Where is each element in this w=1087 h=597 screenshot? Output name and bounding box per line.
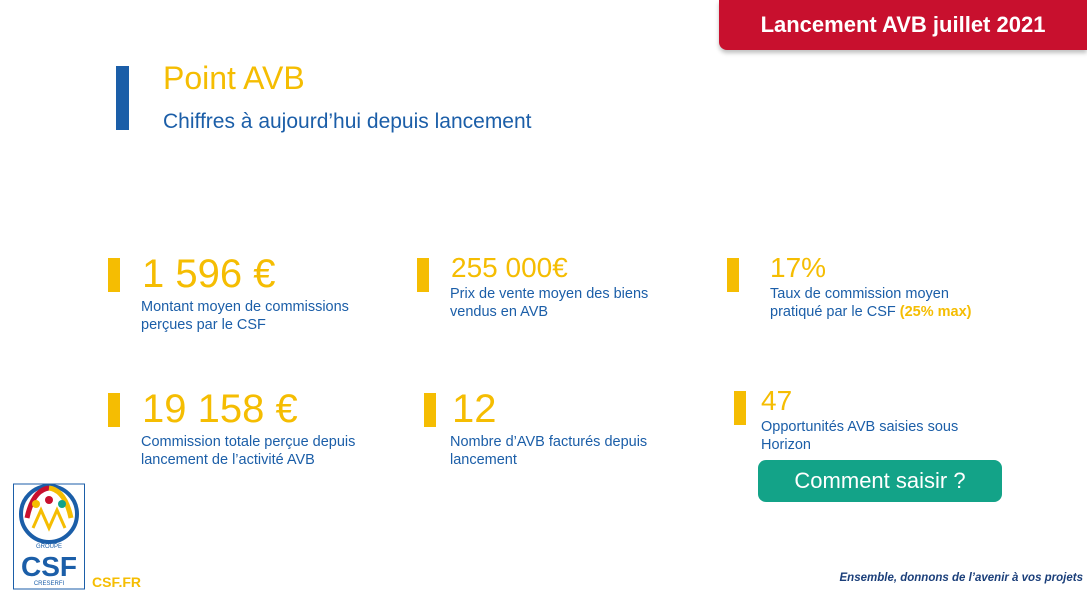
- page-subtitle: Chiffres à aujourd’hui depuis lancement: [163, 110, 532, 133]
- logo-bottom-text: CRESERFI: [33, 581, 65, 587]
- logo-top-text: GROUPE: [35, 544, 63, 550]
- stat-marker: [108, 258, 120, 292]
- title-accent-bar: [116, 66, 129, 130]
- page-title: Point AVB: [163, 60, 305, 96]
- stat-description: Opportunités AVB saisies sous Horizon: [761, 419, 959, 453]
- stat-description: Commission totale perçue depuis lancement de l’activité AVB: [141, 434, 356, 468]
- stat-value: 19 158 €: [142, 387, 298, 431]
- stat-value: 1 596 €: [142, 252, 276, 296]
- stat-value: 17%: [770, 252, 827, 283]
- launch-banner: [719, 0, 1087, 50]
- stat-description: Montant moyen de commissions perçues par le CSF: [141, 299, 349, 333]
- stat-description: [770, 285, 1000, 321]
- banner-text: Lancement AVB juillet 2021: [760, 12, 1046, 37]
- stat-marker: [417, 258, 429, 292]
- how-to-enter-button[interactable]: Comment saisir ?: [758, 460, 1002, 502]
- stat-value: 255 000€: [451, 252, 568, 283]
- stat-marker: [424, 393, 436, 427]
- tagline: Ensemble, donnons de l’avenir à vos projets: [839, 572, 1083, 584]
- stat-marker: [734, 391, 746, 425]
- website-link[interactable]: CSF.FR: [92, 574, 141, 590]
- stat-highlight: (25% max): [899, 304, 972, 320]
- stat-description: Prix de vente moyen des biens vendus en AVB: [450, 286, 649, 320]
- stat-marker: [727, 258, 739, 292]
- stat-value: 47: [761, 385, 793, 416]
- stat-value: 12: [452, 387, 497, 431]
- stat-description-text: Taux de commission moyen pratiqué par le CSF: [770, 286, 949, 320]
- csf-logo: [13, 470, 85, 590]
- logo-main-text: CSF: [21, 551, 77, 582]
- stat-description: Nombre d’AVB facturés depuis lancement: [450, 434, 648, 468]
- stat-marker: [108, 393, 120, 427]
